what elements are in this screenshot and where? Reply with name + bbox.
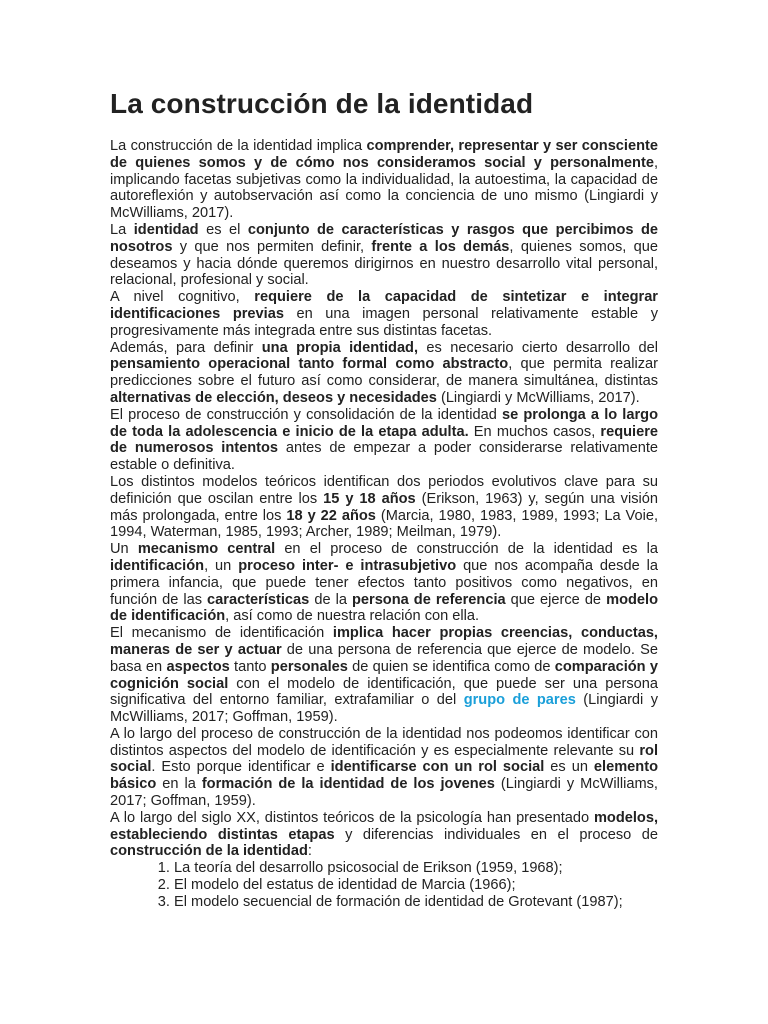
- bold-text: 18 y 22 años: [286, 507, 376, 524]
- article-body: [110, 138, 658, 860]
- text-run: de quien se identifica como de: [347, 658, 555, 675]
- bold-text: características: [207, 591, 310, 608]
- text-run: (Lingiardi y McWilliams, 2017; Goffman, 1959).: [110, 776, 658, 810]
- bold-text: identidad: [133, 221, 199, 238]
- paragraph: [110, 474, 658, 541]
- bold-text: 15 y 18 años: [323, 490, 416, 507]
- bold-text: modelos, estableciendo distintas etapas: [110, 809, 658, 843]
- text-run: La construcción de la identidad implica: [110, 138, 367, 154]
- text-run: Un: [110, 541, 138, 558]
- paragraph: [110, 625, 658, 726]
- bold-text: aspectos: [166, 658, 230, 675]
- bold-text: una propia identidad,: [261, 339, 419, 356]
- text-run: (Lingiardi y McWilliams, 2017; Goffman, 1959).: [110, 692, 659, 726]
- paragraph: [110, 340, 658, 407]
- bold-text: proceso inter- e intrasubjetivo: [238, 557, 457, 574]
- bold-text: identificarse con un rol social: [330, 759, 545, 776]
- text-run: El proceso de construcción y consolidación de la identidad: [110, 406, 502, 423]
- text-run: es un: [544, 759, 594, 776]
- bold-text: conjunto de características y rasgos que percibimos de nosotros: [110, 221, 659, 255]
- models-list: [110, 860, 658, 910]
- grupo-de-pares-link[interactable]: grupo de pares: [463, 692, 576, 709]
- list-item: 3. El modelo secuencial de formación de identidad de Grotevant (1987);: [174, 894, 658, 911]
- text-run: A nivel cognitivo,: [110, 289, 255, 306]
- bold-text: elemento básico: [110, 759, 658, 793]
- text-run: Los distintos modelos teóricos identifican dos periodos evolutivos clave para su definición que oscilan entre los: [110, 473, 658, 507]
- text-run: que nos acompaña desde la primera infancia, que puede tener efectos tanto positivos como negativos, en función de las: [110, 557, 658, 608]
- text-run: y que nos permiten definir,: [172, 238, 372, 255]
- text-run: A lo largo del siglo XX, distintos teóricos de la psicología han presentado: [110, 809, 594, 826]
- text-run: en el proceso de construcción de la identidad es la: [275, 541, 659, 558]
- list-item: 2. El modelo del estatus de identidad de Marcia (1966);: [174, 877, 658, 894]
- text-run: A lo largo del proceso de construcción de la identidad nos podeomos identificar con distintos aspectos del modelo de identificación y es especialmente relevante su: [110, 725, 658, 759]
- bold-text: implica hacer propias creencias, conductas, maneras de ser y actuar: [110, 625, 658, 658]
- text-run: . Esto porque identificar e: [151, 759, 331, 776]
- list-item: 1. La teoría del desarrollo psicosocial de Erikson (1959, 1968);: [174, 860, 658, 877]
- bold-text: requiere de numerosos intentos: [110, 423, 658, 457]
- text-run: en una imagen personal relativamente estable y progresivamente más integrada entre sus distintas facetas.: [110, 305, 658, 339]
- text-run: y diferencias individuales en el proceso de: [334, 826, 658, 843]
- text-run: (Erikson, 1963) y, según una visión más prolongada, entre los: [110, 490, 658, 524]
- text-run: con el modelo de identificación, que puede ser una persona significativa del entorno familiar, extrafamiliar o del: [110, 675, 659, 709]
- bold-text: personales: [270, 658, 348, 675]
- document-page: [110, 84, 658, 911]
- paragraph: [110, 810, 658, 860]
- paragraph: [110, 289, 658, 339]
- bold-text: rol social: [110, 742, 658, 776]
- paragraph: [110, 541, 658, 625]
- paragraph: [110, 726, 658, 810]
- text-run: :: [307, 843, 312, 860]
- bold-text: frente a los demás: [371, 238, 510, 255]
- bold-text: identificación: [110, 557, 205, 574]
- text-run: de la: [309, 591, 352, 608]
- text-run: (Lingiardi y McWilliams, 2017).: [436, 389, 640, 406]
- paragraph: [110, 138, 658, 222]
- text-run: antes de empezar a poder considerarse relativamente estable o definitiva.: [110, 440, 658, 474]
- text-run: en la: [156, 776, 202, 793]
- bold-text: requiere de la capacidad de sintetizar e integrar identificaciones previas: [110, 289, 658, 322]
- text-run: , implicando facetas subjetivas como la individualidad, la autoestima, la capacidad de autoreflexión y autobservación así como la conciencia de uno mismo (Lingiardi y McWilliams, 2017).: [110, 154, 658, 222]
- page-title: La construcción de la identidad: [110, 88, 534, 119]
- text-run: es el: [198, 221, 248, 238]
- text-run: (Marcia, 1980, 1983, 1989, 1993; La Voie, 1994, Waterman, 1985, 1993; Archer, 1989; Meilman, 1979).: [110, 507, 659, 541]
- paragraph: [110, 222, 658, 289]
- text-run: , que permita realizar predicciones sobre el futuro así como considerar, de manera simultánea, distintas: [110, 356, 658, 390]
- text-run: , un: [204, 557, 239, 574]
- text-run: , así como de nuestra relación con ella.: [225, 608, 480, 625]
- text-run: , quienes somos, que deseamos y hacia dónde queremos dirigirnos en nuestro desarrollo vital personal, relacional, profesional y social.: [110, 238, 658, 289]
- bold-text: mecanismo central: [137, 541, 276, 558]
- bold-text: pensamiento operacional tanto formal como abstracto: [110, 356, 509, 373]
- bold-text: comparación y cognición social: [110, 658, 658, 692]
- text-run: La: [110, 221, 134, 238]
- bold-text: construcción de la identidad: [110, 843, 308, 860]
- bold-text: comprender, representar y ser consciente de quienes somos y de cómo nos consideramos social y personalmente: [110, 138, 658, 171]
- bold-text: modelo de identificación: [110, 591, 658, 625]
- text-run: que ejerce de: [505, 591, 607, 608]
- paragraph: [110, 407, 658, 474]
- bold-text: alternativas de elección, deseos y necesidades: [110, 389, 437, 406]
- text-run: Además, para definir: [110, 339, 262, 356]
- text-run: de una persona de referencia que ejerce de modelo. Se basa en: [110, 641, 658, 675]
- bold-text: persona de referencia: [351, 591, 506, 608]
- text-run: tanto: [229, 658, 271, 675]
- text-run: El mecanismo de identificación: [110, 625, 333, 642]
- text-run: es necesario cierto desarrollo del: [418, 339, 658, 356]
- bold-text: se prolonga a lo largo de toda la adolescencia e inicio de la etapa adulta.: [110, 406, 658, 440]
- text-run: En muchos casos,: [468, 423, 601, 440]
- bold-text: formación de la identidad de los jovenes: [201, 776, 495, 793]
